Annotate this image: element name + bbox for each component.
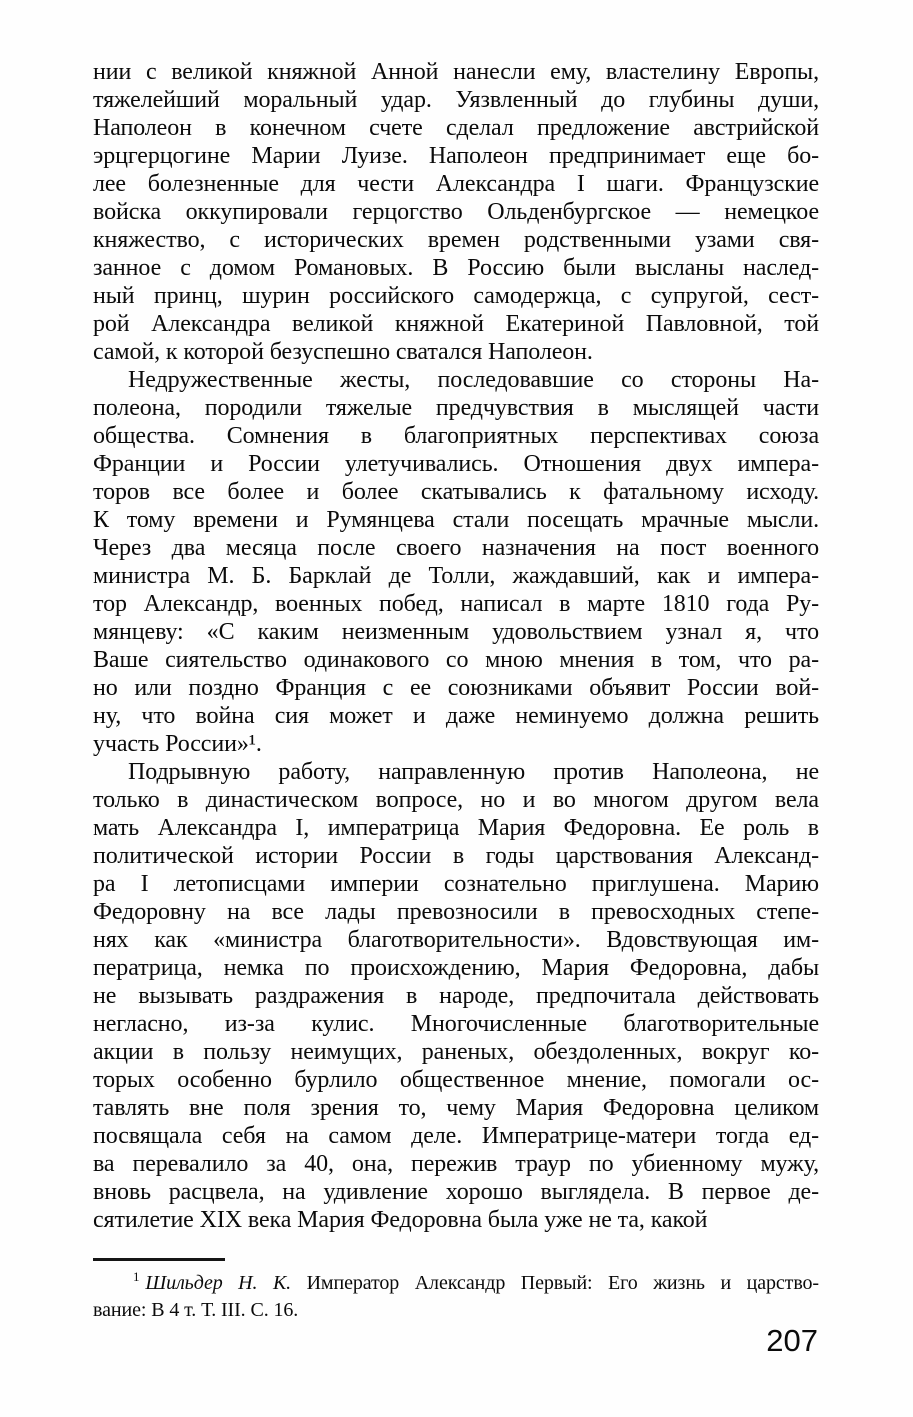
footnote-text: Император Александр Первый: Его жизнь и царство- xyxy=(291,1272,819,1294)
text-line: занное с домом Романовых. В Россию были высланы наслед- xyxy=(93,255,819,281)
text-line: ра I летописцами империи сознательно приглушена. Марию xyxy=(93,871,819,897)
text-line: мянцеву: «С каким неизменным удовольствием узнал я, что xyxy=(93,619,819,645)
text-line: Федоровну на все лады превозносили в превосходных степе- xyxy=(93,899,819,925)
footnote-divider xyxy=(93,1258,225,1261)
text-line: тяжелейший моральный удар. Уязвленный до глубины души, xyxy=(93,87,819,113)
text-line: ный принц, шурин российского самодержца, с супругой, сест- xyxy=(93,283,819,309)
text-line: министра М. Б. Барклай де Толли, жаждавший, как и импера- xyxy=(93,563,819,589)
text-line: торов все более и более скатывались к фатальному исходу. xyxy=(93,479,819,505)
text-line: тор Александр, военных побед, написал в марте 1810 года Ру- xyxy=(93,591,819,617)
text-line: ну, что война сия может и даже неминуемо должна решить xyxy=(93,703,819,729)
text-line: лее болезненные для чести Александра I шаги. Французские xyxy=(93,171,819,197)
text-line: нях как «министра благотворительности». Вдовствующая им- xyxy=(93,927,819,953)
text-line: политической истории России в годы царствования Александ- xyxy=(93,843,819,869)
page-number: 207 xyxy=(766,1323,818,1358)
footnote-line-1 xyxy=(93,1270,819,1297)
text-line: не вызывать раздражения в народе, предпочитала действовать xyxy=(93,983,819,1009)
text-line: полеона, породили тяжелые предчувствия в мыслящей части xyxy=(93,395,819,421)
text-line: Через два месяца после своего назначения на пост военного xyxy=(93,535,819,561)
text-line: вновь расцвела, на удивление хорошо выглядела. В первое де- xyxy=(93,1179,819,1205)
footnote xyxy=(93,1270,819,1324)
text-line: войска оккупировали герцогство Ольденбургское — немецкое xyxy=(93,199,819,225)
text-line: Недружественные жесты, последовавшие со стороны На- xyxy=(128,367,819,393)
text-line: Ваше сиятельство одинакового со мною мнения в том, что ра- xyxy=(93,647,819,673)
text-line: ва перевалило за 40, она, пережив траур по убиенному мужу, xyxy=(93,1151,819,1177)
text-line: торых особенно бурлило общественное мнение, помогали ос- xyxy=(93,1067,819,1093)
text-line: К тому времени и Румянцева стали посещать мрачные мысли. xyxy=(93,507,819,533)
text-line: общества. Сомнения в благоприятных перспективах союза xyxy=(93,423,819,449)
text-line: негласно, из-за кулис. Многочисленные благотворительные xyxy=(93,1011,819,1037)
text-line: но или поздно Франция с ее союзниками объявит России вой- xyxy=(93,675,819,701)
footnote-marker: 1 xyxy=(133,1269,140,1285)
text-line: Подрывную работу, направленную против Наполеона, не xyxy=(128,759,819,785)
text-line: участь России»¹. xyxy=(93,731,262,757)
text-line: княжество, с исторических времен родственными узами свя- xyxy=(93,227,819,253)
text-line: акции в пользу неимущих, раненых, обездоленных, вокруг ко- xyxy=(93,1039,819,1065)
text-line: сятилетие XIX века Мария Федоровна была уже не та, какой xyxy=(93,1207,708,1233)
text-line: ператрица, немка по происхождению, Мария Федоровна, дабы xyxy=(93,955,819,981)
text-line: самой, к которой безуспешно сватался Наполеон. xyxy=(93,339,593,365)
text-line: только в династическом вопросе, но и во многом другом вела xyxy=(93,787,819,813)
footnote-line-2: вание: В 4 т. Т. III. С. 16. xyxy=(93,1299,299,1321)
body-text xyxy=(93,58,819,1234)
text-line: тавлять вне поля зрения то, чему Мария Федоровна целиком xyxy=(93,1095,819,1121)
text-line: эрцгерцогине Марии Луизе. Наполеон предпринимает еще бо- xyxy=(93,143,819,169)
text-line: рой Александра великой княжной Екатериной Павловной, той xyxy=(93,311,819,337)
text-line: нии с великой княжной Анной нанесли ему, властелину Европы, xyxy=(93,59,819,85)
text-line: Франции и России улетучивались. Отношения двух импера- xyxy=(93,451,819,477)
text-line: Наполеон в конечном счете сделал предложение австрийской xyxy=(93,115,819,141)
text-line: мать Александра I, императрица Мария Федоровна. Ее роль в xyxy=(93,815,819,841)
text-line: посвящала себя на самом деле. Императрице-матери тогда ед- xyxy=(93,1123,819,1149)
footnote-author: Шильдер Н. К. xyxy=(145,1272,292,1294)
